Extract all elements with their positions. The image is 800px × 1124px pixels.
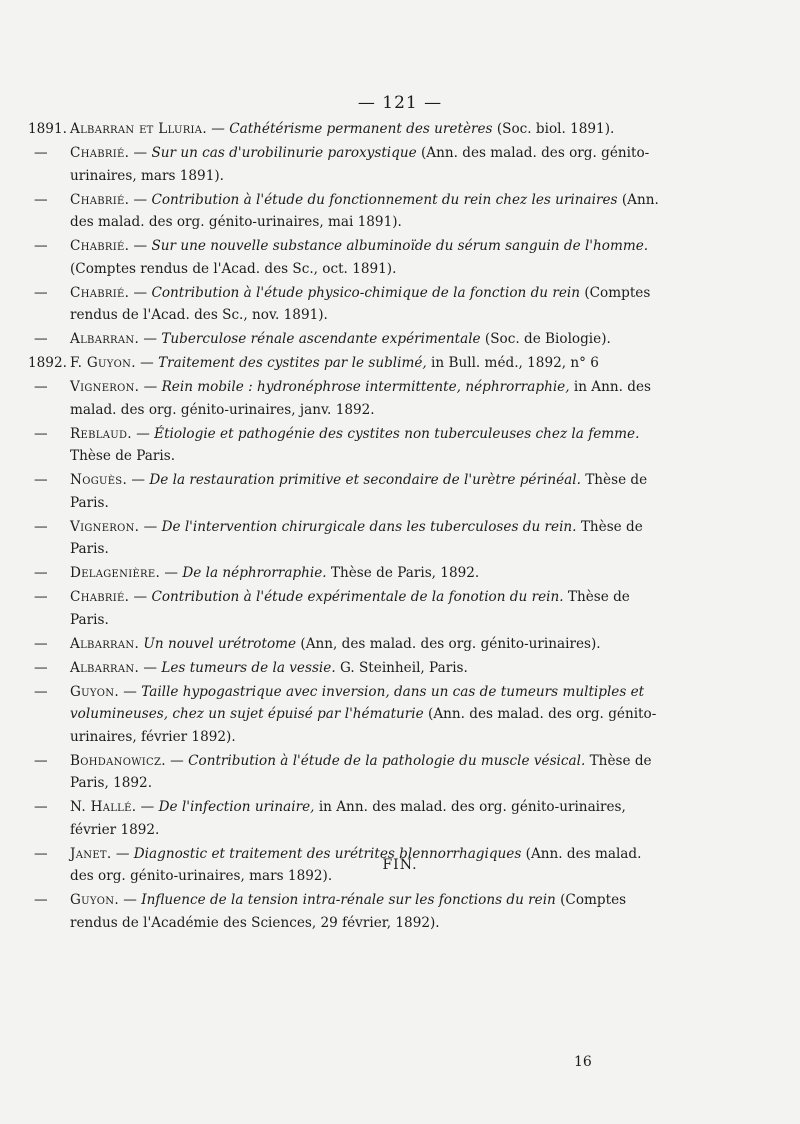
bibliography-entry: [28, 796, 668, 841]
entry-author: Vigneron.: [70, 518, 140, 535]
entry-separator: —: [129, 145, 152, 161]
entry-separator: —: [129, 191, 152, 208]
entry-author: Guyon.: [70, 892, 119, 908]
bibliography-entry: [28, 681, 668, 749]
entry-year: —: [34, 659, 48, 676]
entry-year: —: [34, 589, 48, 605]
entry-separator: —: [139, 331, 162, 347]
bibliography-entry: [28, 562, 668, 585]
entry-year: —: [34, 284, 48, 301]
bibliography-entry: [28, 750, 668, 795]
entry-title: Rein mobile : hydronéphrose intermittente, néphrorraphie,: [161, 379, 570, 395]
entry-author: Chabrié.: [70, 145, 130, 161]
bibliography-entry: [28, 235, 668, 280]
entry-year: 1891.: [28, 121, 67, 137]
entry-title: Contribution à l'étude de la pathologie du muscle vésical.: [188, 752, 586, 769]
entry-year: —: [34, 752, 48, 769]
entry-author: Chabrié.: [70, 191, 130, 208]
entry-source: (Soc. de Biologie).: [480, 331, 611, 347]
entry-source: Thèse de Paris.: [70, 589, 630, 628]
entry-separator: —: [135, 355, 159, 371]
bibliography-list: [28, 118, 668, 936]
entry-author: Chabrié.: [70, 238, 130, 254]
entry-title: Un nouvel urétrotome: [143, 635, 297, 652]
entry-author: Albarran.: [70, 331, 140, 347]
entry-source: (Comptes rendus de l'Acad. des Sc., nov. 1891).: [70, 284, 651, 323]
entry-source: Thèse de Paris, 1892.: [326, 565, 480, 581]
entry-year: —: [34, 331, 48, 347]
entry-year: 1892.: [28, 355, 67, 371]
entry-author: Albarran et Lluria.: [70, 121, 207, 137]
entry-year: —: [34, 635, 48, 652]
entry-separator: —: [139, 659, 162, 676]
bibliography-entry: [28, 657, 668, 680]
bibliography-entry: [28, 889, 668, 934]
entry-title: Étiologie et pathogénie des cystites non tuberculeuses chez la femme.: [154, 425, 640, 442]
entry-title: Tuberculose rénale ascendante expérimentale: [161, 331, 481, 347]
bibliography-entry: [28, 633, 668, 656]
entry-separator: —: [127, 472, 150, 488]
entry-year: —: [34, 518, 48, 535]
entry-title: Contribution à l'étude expérimentale de la fonotion du rein.: [151, 589, 564, 605]
bibliography-entry: [28, 376, 668, 421]
entry-source: in Bull. méd., 1892, n° 6: [426, 355, 599, 371]
entry-year: —: [34, 379, 48, 395]
entry-source: in Ann. des malad. des org. génito-urinaires, février 1892.: [70, 799, 626, 838]
bibliography-entry: [28, 516, 668, 561]
entry-author: Bohdanowicz.: [70, 752, 166, 769]
bibliography-entry: [28, 189, 668, 234]
entry-author: Delagenière.: [70, 565, 161, 581]
entry-title: Les tumeurs de la vessie.: [161, 659, 336, 676]
entry-separator: —: [206, 121, 230, 137]
bibliography-entry: [28, 423, 668, 468]
entry-separator: —: [139, 379, 162, 395]
entry-separator: —: [136, 799, 159, 815]
entry-year: —: [34, 565, 48, 581]
entry-separator: —: [118, 683, 142, 700]
entry-author: Reblaud.: [70, 425, 132, 442]
entry-separator: —: [160, 565, 183, 581]
entry-separator: —: [129, 284, 152, 301]
entry-title: Influence de la tension intra-rénale sur les fonctions du rein: [141, 892, 556, 908]
bibliography-entry: [28, 282, 668, 327]
entry-separator: —: [131, 425, 155, 442]
page-number: — 121 —: [357, 93, 443, 113]
entry-title: Traitement des cystites par le sublimé,: [158, 355, 427, 371]
entry-source: (Ann, des malad. des org. génito-urinaires).: [296, 635, 601, 652]
bibliography-entry: [28, 118, 668, 141]
entry-source: (Ann. des malad. des org. génito-urinaires, mai 1891).: [70, 191, 659, 230]
entry-source: G. Steinheil, Paris.: [335, 659, 468, 676]
entry-author: N. Hallé.: [70, 799, 137, 815]
entry-year: —: [34, 191, 48, 208]
entry-year: —: [34, 472, 48, 488]
entry-author: Chabrié.: [70, 284, 130, 301]
entry-source: (Ann. des malad. des org. génito-urinaires, mars 1892).: [70, 845, 642, 884]
entry-separator: —: [111, 845, 134, 862]
entry-source: Thèse de Paris.: [70, 518, 643, 557]
entry-author: Chabrié.: [70, 589, 130, 605]
entry-source: (Ann. des malad. des org. génito-urinaires, février 1892).: [70, 706, 657, 745]
entry-separator: —: [118, 892, 142, 908]
entry-title: Sur une nouvelle substance albuminoïde du sérum sanguin de l'homme.: [151, 238, 649, 254]
entry-source: Thèse de Paris.: [70, 448, 176, 464]
entry-source: Thèse de Paris.: [70, 472, 648, 511]
entry-author: Vigneron.: [70, 379, 140, 395]
entry-title: Sur un cas d'urobilinurie paroxystique: [151, 145, 417, 161]
entry-title: De la restauration primitive et secondaire de l'urètre périnéal.: [149, 472, 581, 488]
entry-title: De l'intervention chirurgicale dans les tuberculoses du rein.: [161, 518, 577, 535]
end-marker: FIN.: [382, 857, 418, 873]
entry-author: Guyon.: [70, 683, 119, 700]
entry-author: Noguès.: [70, 472, 128, 488]
entry-source: (Comptes rendus de l'Acad. des Sc., oct. 1891).: [70, 260, 397, 277]
entry-title: De l'infection urinaire,: [158, 799, 315, 815]
entry-separator: —: [165, 752, 189, 769]
entry-title: Contribution à l'étude du fonctionnement du rein chez les urinaires: [151, 191, 618, 208]
entry-source: Thèse de Paris, 1892.: [70, 752, 652, 791]
entry-year: —: [34, 238, 48, 254]
bibliography-entry: [28, 586, 668, 631]
entry-title: Contribution à l'étude physico-chimique de la fonction du rein: [151, 284, 581, 301]
entry-title: Taille hypogastrique avec inversion, dans un cas de tumeurs multiples et volumineuses, chez un sujet épuisé par l'hématurie: [70, 683, 645, 722]
entry-source: (Ann. des malad. des org. génito-urinaires, mars 1891).: [70, 145, 650, 184]
entry-author: Albarran.: [70, 635, 140, 652]
entry-separator: —: [129, 238, 152, 254]
bibliography-entry: [28, 328, 668, 351]
entry-separator: —: [139, 518, 162, 535]
entry-author: Albarran.: [70, 659, 140, 676]
entry-author: Janet.: [70, 845, 112, 862]
bibliography-entry: [28, 142, 668, 187]
entry-source: (Soc. biol. 1891).: [492, 121, 615, 137]
entry-source: (Comptes rendus de l'Académie des Sciences, 29 février, 1892).: [70, 892, 627, 931]
bibliography-entry: [28, 352, 668, 375]
bibliography-entry: [28, 469, 668, 514]
entry-year: —: [34, 845, 48, 862]
entry-title: De la néphrorraphie.: [182, 565, 327, 581]
entry-title: Cathétérisme permanent des uretères: [229, 121, 493, 137]
signature-mark: 16: [574, 1054, 592, 1070]
entry-year: —: [34, 799, 48, 815]
entry-title: Diagnostic et traitement des urétrites blennorrhagiques: [133, 845, 522, 862]
entry-year: —: [34, 683, 48, 700]
entry-year: —: [34, 425, 48, 442]
entry-separator: —: [129, 589, 152, 605]
entry-author: F. Guyon.: [70, 355, 136, 371]
entry-year: —: [34, 892, 48, 908]
entry-year: —: [34, 145, 48, 161]
entry-source: in Ann. des malad. des org. génito-urinaires, janv. 1892.: [70, 379, 651, 418]
